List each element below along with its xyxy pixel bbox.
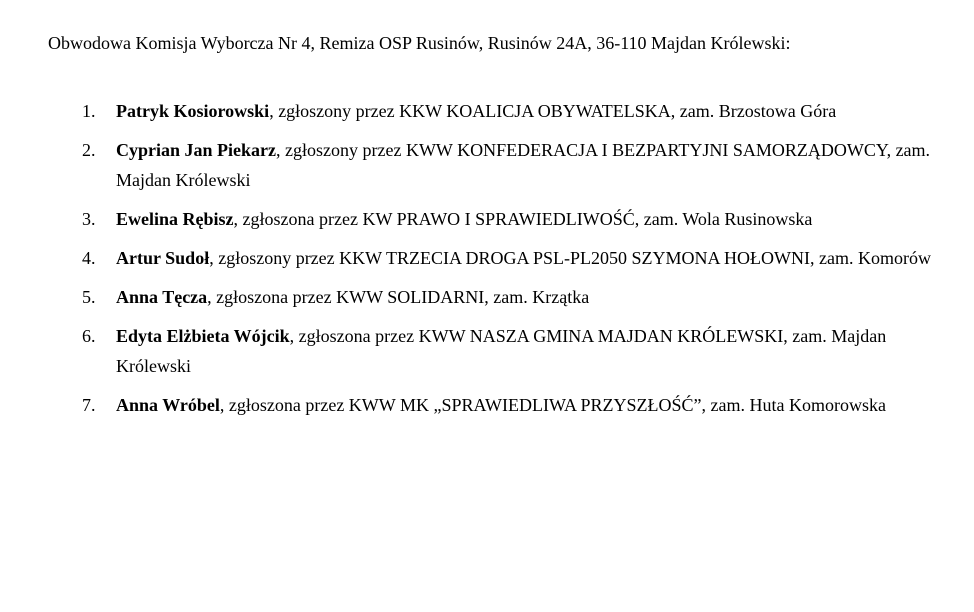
member-details: , zgłoszony przez KKW TRZECIA DROGA PSL-PL2050 SZYMONA HOŁOWNI, zam. Komorów <box>209 248 931 268</box>
member-details: , zgłoszona przez KWW NASZA GMINA MAJDAN KRÓLEWSKI, zam. Majdan Królewski <box>116 326 887 376</box>
member-name: Edyta Elżbieta Wójcik <box>116 326 290 346</box>
member-name: Cyprian Jan Piekarz <box>116 140 276 160</box>
member-name: Anna Wróbel <box>116 395 220 415</box>
list-item-number: 1. <box>82 101 96 121</box>
list-item-number: 4. <box>82 248 96 268</box>
list-item <box>48 282 934 312</box>
member-name: Artur Sudoł <box>116 248 210 268</box>
member-name: Anna Tęcza <box>116 287 208 307</box>
list-item <box>48 96 934 126</box>
list-item <box>48 243 934 273</box>
list-item <box>48 321 934 381</box>
list-item-number: 7. <box>82 395 96 415</box>
member-details: , zgłoszona przez KWW SOLIDARNI, zam. Krzątka <box>207 287 590 307</box>
member-details: , zgłoszona przez KWW MK „SPRAWIEDLIWA PRZYSZŁOŚĆ”, zam. Huta Komorowska <box>219 395 886 415</box>
member-list <box>48 96 934 420</box>
commission-heading: Obwodowa Komisja Wyborcza Nr 4, Remiza OSP Rusinów, Rusinów 24A, 36-110 Majdan Królewski: <box>48 33 791 53</box>
list-item-number: 3. <box>82 209 96 229</box>
list-item <box>48 135 934 195</box>
list-item <box>48 204 934 234</box>
list-item <box>48 390 934 420</box>
member-details: , zgłoszony przez KWW KONFEDERACJA I BEZPARTYJNI SAMORZĄDOWCY, zam. Majdan Królewski <box>116 140 931 190</box>
list-item-number: 5. <box>82 287 96 307</box>
member-name: Ewelina Rębisz <box>116 209 234 229</box>
list-item-number: 6. <box>82 326 96 346</box>
member-details: , zgłoszona przez KW PRAWO I SPRAWIEDLIWOŚĆ, zam. Wola Rusinowska <box>233 209 813 229</box>
list-item-number: 2. <box>82 140 96 160</box>
member-name: Patryk Kosiorowski <box>116 101 270 121</box>
member-details: , zgłoszony przez KKW KOALICJA OBYWATELSKA, zam. Brzostowa Góra <box>269 101 837 121</box>
